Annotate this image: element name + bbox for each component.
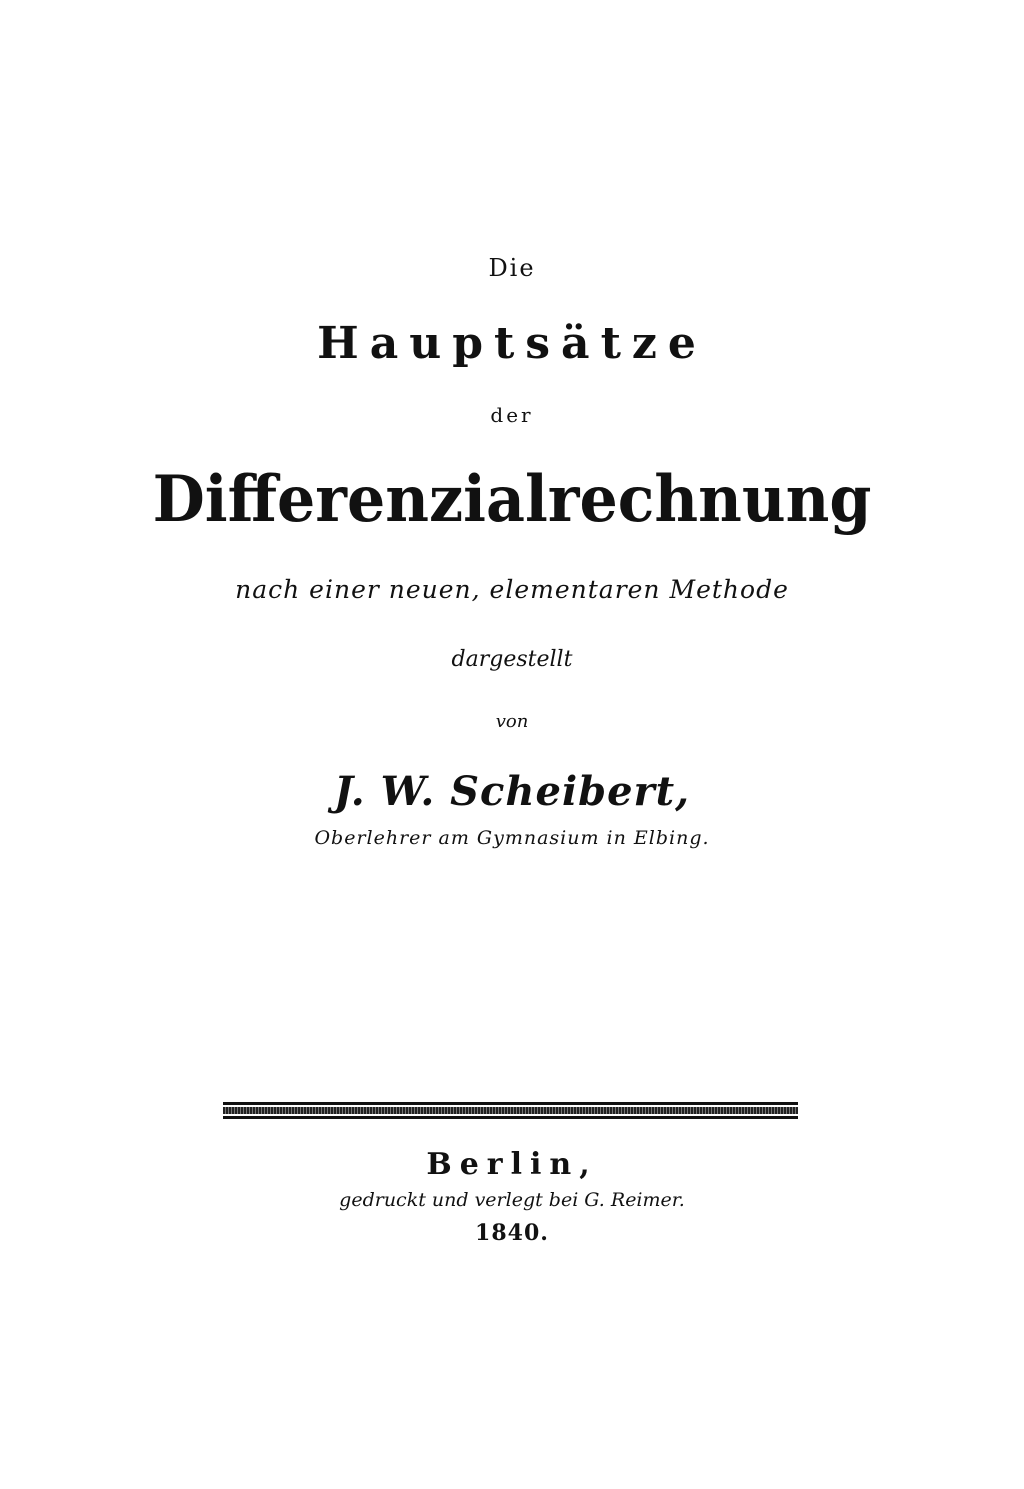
author-name: J. W. Scheibert, [333, 768, 691, 815]
rule-bottom-line [223, 1116, 798, 1119]
rule-top-line [223, 1102, 798, 1105]
rule-middle-band [223, 1107, 798, 1114]
imprint-year: 1840. [475, 1220, 549, 1246]
imprint-city: Berlin, [426, 1147, 598, 1182]
by-line: von [495, 711, 529, 732]
subject-title: Differenzialrechnung [152, 462, 872, 537]
ornamental-rule [223, 1102, 798, 1120]
method-line: nach einer neuen, elementaren Methode [235, 575, 789, 604]
main-title: Hauptsätze [317, 318, 707, 369]
title-genitive: der [490, 403, 534, 427]
author-role: Oberlehrer am Gymnasium in Elbing. [314, 827, 710, 849]
imprint-publisher: gedruckt und verlegt bei G. Reimer. [339, 1189, 685, 1211]
presented-line: dargestellt [451, 647, 573, 672]
title-article: Die [488, 254, 536, 282]
